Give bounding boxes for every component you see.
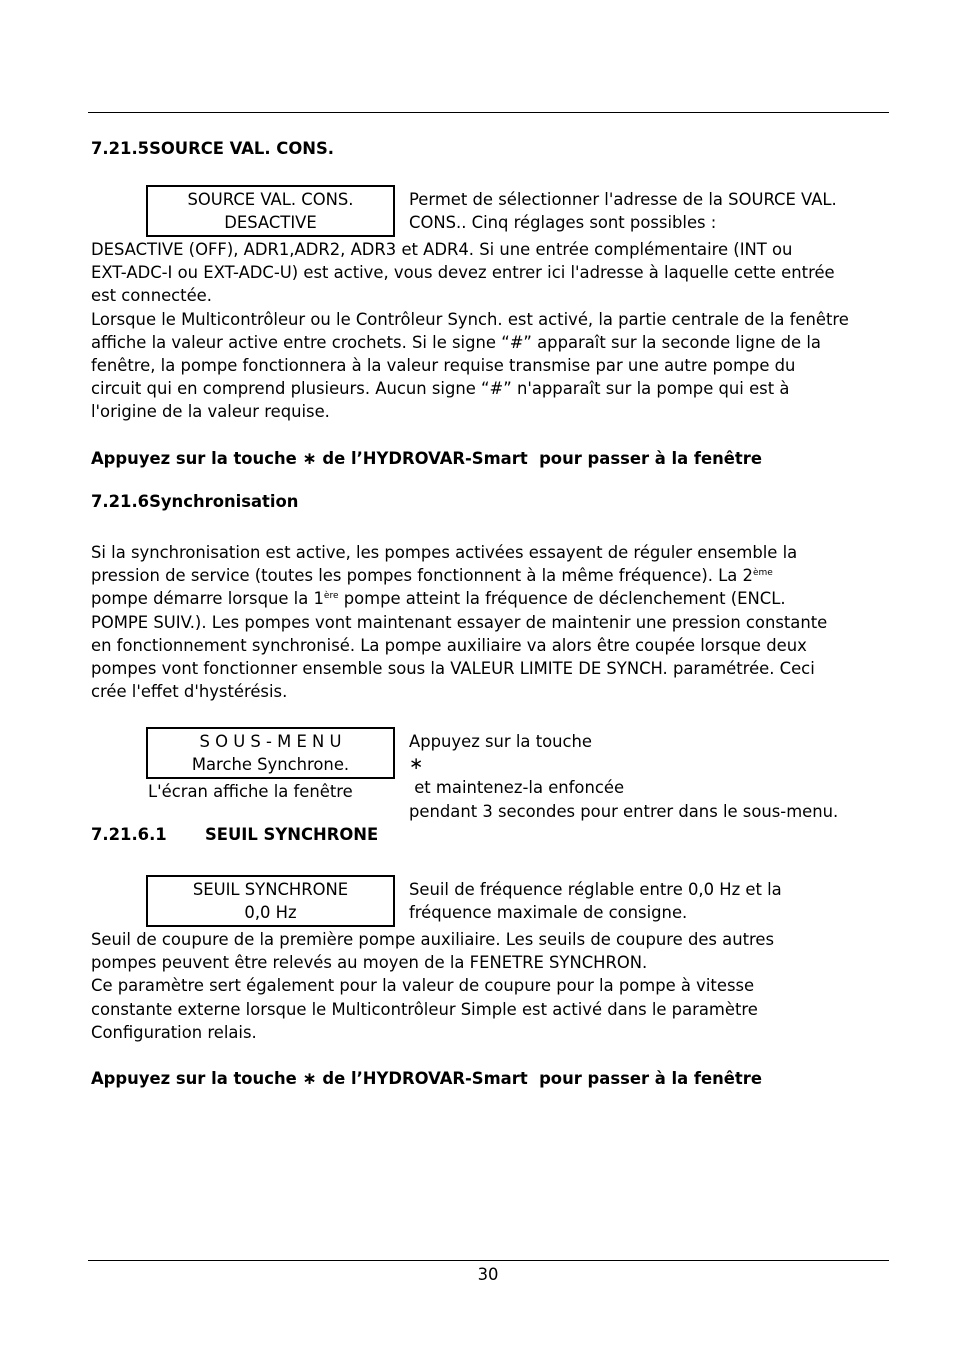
body-paragraph xyxy=(91,928,887,1044)
section-heading-seuil-synchrone xyxy=(91,823,378,846)
body-line: l'origine de la valeur requise. xyxy=(91,402,330,422)
body-line: POMPE SUIV.). Les pompes vont maintenant essayer de maintenir une pression constante xyxy=(91,612,828,632)
lcd-description xyxy=(409,188,837,234)
body-line: pompes vont fonctionner ensemble sous la VALEUR LIMITE DE SYNCH. paramétrée. Ceci xyxy=(91,659,815,679)
lcd-line-2: 0,0 Hz xyxy=(244,903,297,923)
body-line: DESACTIVE (OFF), ADR1,ADR2, ADR3 et ADR4. Si une entrée complémentaire (INT ou xyxy=(91,240,793,259)
body-line: circuit qui en comprend plusieurs. Aucun signe “#” n'apparaît sur la pompe qui est à xyxy=(91,379,790,399)
asterisk-key-icon: ∗ xyxy=(302,449,317,469)
press-key-instruction: Appuyez sur la touche ∗ de l’HYDROVAR-Smart pour passer à la fenêtre xyxy=(91,449,762,469)
body-line: fenêtre, la pompe fonctionnera à la valeur requise transmise par une autre pompe du xyxy=(91,356,796,376)
superscript: ème xyxy=(752,568,773,579)
body-paragraph xyxy=(91,238,887,424)
body-paragraph xyxy=(91,541,887,703)
body-line: EXT-ADC-I ou EXT-ADC-U) est active, vous devez entrer ici l'adresse à laquelle cette entrée xyxy=(91,263,835,283)
body-line: en fonctionnement synchronisé. La pompe auxiliaire va alors être coupée lorsque deux xyxy=(91,635,807,655)
body-line: Si la synchronisation est active, les pompes activées essayent de réguler ensemble la xyxy=(91,543,798,562)
lcd-line-2: DESACTIVE xyxy=(224,213,317,233)
body-line: pompes peuvent être relevés au moyen de la FENETRE SYNCHRON. xyxy=(91,953,648,973)
lcd-display-seuil-synchrone xyxy=(146,875,395,927)
superscript: ère xyxy=(323,591,339,602)
body-line: constante externe lorsque le Multicontrôleur Simple est activé dans le paramètre xyxy=(91,999,758,1019)
body-line: Ce paramètre sert également pour la valeur de coupure pour la pompe à vitesse xyxy=(91,976,755,996)
header-rule xyxy=(88,112,889,113)
footer-rule xyxy=(88,1260,889,1261)
description-line: CONS.. Cinq réglages sont possibles : xyxy=(409,213,717,233)
body-line: pompe démarre lorsque la 1ère pompe atteint la fréquence de déclenchement (ENCL. xyxy=(91,589,786,609)
body-line: Lorsque le Multicontrôleur ou le Contrôleur Synch. est activé, la partie centrale de la fenêtre xyxy=(91,309,849,329)
lcd-line-2: Marche Synchrone. xyxy=(191,755,350,775)
lcd-caption: L'écran affiche la fenêtre xyxy=(148,782,353,801)
section-heading-synchronisation: 7.21.6Synchronisation xyxy=(91,492,299,511)
section-title: SEUIL SYNCHRONE xyxy=(205,825,379,844)
description-line: pendant 3 secondes pour entrer dans le sous-menu. xyxy=(409,801,839,821)
lcd-display-source-val-cons xyxy=(146,185,395,237)
lcd-line-1: SOURCE VAL. CONS. xyxy=(187,190,354,209)
press-key-instruction: Appuyez sur la touche ∗ de l’HYDROVAR-Smart pour passer à la fenêtre xyxy=(91,1069,762,1089)
description-line: Permet de sélectionner l'adresse de la SOURCE VAL. xyxy=(409,190,837,209)
description-line: fréquence maximale de consigne. xyxy=(409,903,688,923)
asterisk-key-icon: ∗ xyxy=(302,1069,317,1089)
description-line: Appuyez sur la touche ∗ et maintenez-la enfoncée xyxy=(409,730,838,800)
body-line: affiche la valeur active entre crochets. Si le signe “#” apparaît sur la seconde ligne de la xyxy=(91,332,821,352)
body-line: Seuil de coupure de la première pompe auxiliaire. Les seuils de coupure des autres xyxy=(91,930,775,949)
description-line: Seuil de fréquence réglable entre 0,0 Hz et la xyxy=(409,880,782,899)
body-line: Configuration relais. xyxy=(91,1022,257,1042)
lcd-line-1: SEUIL SYNCHRONE xyxy=(192,880,349,899)
section-number: 7.21.6.1 xyxy=(91,825,167,844)
lcd-line-1: S O U S - M E N U xyxy=(199,732,342,751)
lcd-description xyxy=(409,730,838,823)
body-line: crée l'effet d'hystérésis. xyxy=(91,682,288,702)
section-heading-source-val-cons: 7.21.5SOURCE VAL. CONS. xyxy=(91,139,335,158)
lcd-description xyxy=(409,878,782,924)
lcd-display-sous-menu xyxy=(146,727,395,779)
page-number: 30 xyxy=(477,1265,499,1284)
body-line: pression de service (toutes les pompes fonctionnent à la même fréquence). La 2ème xyxy=(91,566,773,586)
asterisk-key-icon: ∗ xyxy=(409,754,424,775)
body-line: est connectée. xyxy=(91,286,212,306)
